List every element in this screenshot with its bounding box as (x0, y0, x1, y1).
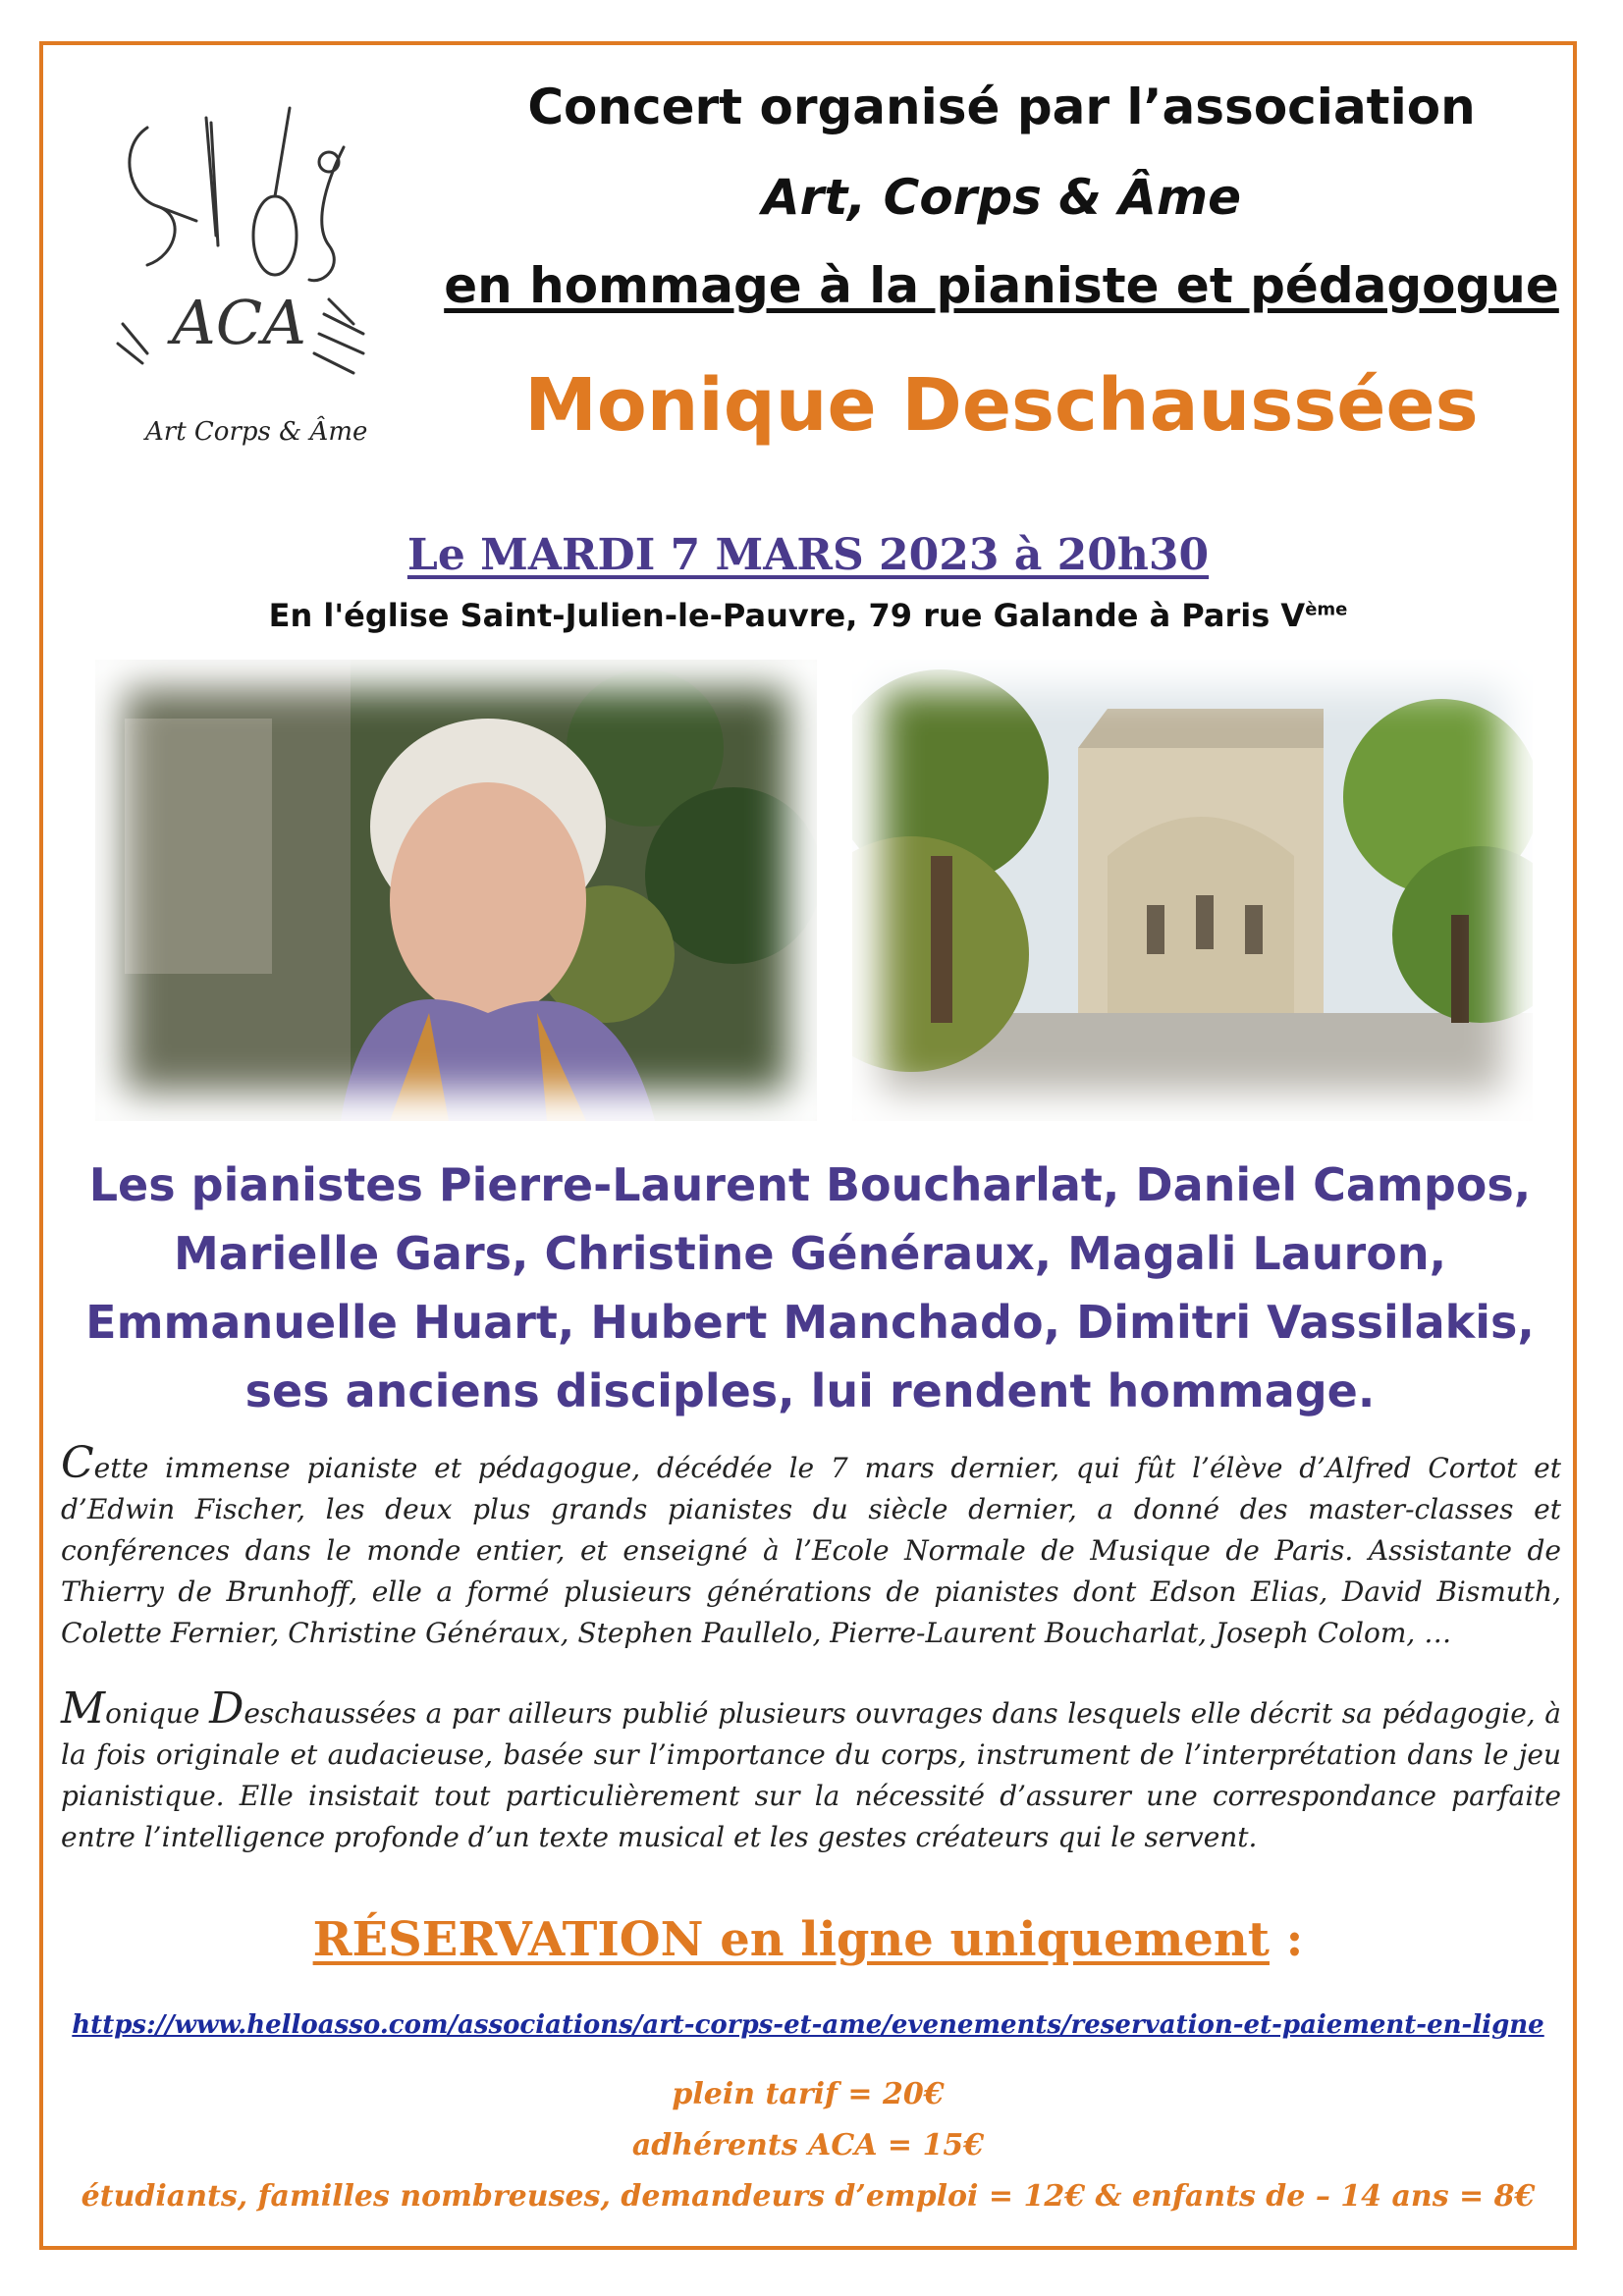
bio-paragraph-2 (61, 1683, 1561, 1858)
paragraph-text: ette immense pianiste et pédagogue, décédée le 7 mars dernier, qui fût l’élève d’Alfred Cortot et d’Edwin Fischer, les deux plus grands pianistes du siècle dernier, a donné des master-classes et conférences dans le monde entier, et enseigné à l’Ecole Normale de Musique de Paris. Assistante de Thierry de Brunhoff, elle a formé plusieurs générations de pianistes dont Edson Elias, David Bismuth, Colette Fernier, Christine Généraux, Stephen Paullelo, Pierre-Laurent Boucharlat, Joseph Colom, … (61, 1452, 1561, 1649)
bio-paragraph-1 (61, 1438, 1561, 1654)
performers-line: Emmanuelle Huart, Hubert Manchado, Dimitri Vassilakis, (85, 1296, 1535, 1349)
event-date: Le MARDI 7 MARS 2023 à 20h30 (406, 530, 1210, 580)
venue-superscript: ème (1305, 599, 1348, 620)
price-members: adhérents ACA = 15€ (631, 2128, 985, 2163)
svg-text:ACA: ACA (172, 287, 306, 358)
price-reduced: étudiants, familles nombreuses, demandeurs d’emploi = 12€ & enfants de – 14 ans = 8€ (81, 2179, 1536, 2214)
venue-text: En l'église Saint-Julien-le-Pauvre, 79 rue Galande à Paris V (268, 597, 1306, 634)
association-name: Art, Corps & Âme (761, 169, 1242, 226)
drop-cap: M (61, 1683, 106, 1734)
price-full: plein tarif = 20€ (672, 2077, 945, 2111)
header-line3: en hommage à la pianiste et pédagogue (444, 257, 1559, 314)
paragraph-text: onique (105, 1697, 210, 1730)
instruments-sketch-icon (88, 88, 412, 471)
performers-list (59, 1150, 1561, 1425)
performers-line: Marielle Gars, Christine Généraux, Magali Lauron, (173, 1227, 1447, 1280)
drop-cap: C (61, 1438, 94, 1488)
header-line1: Concert organisé par l’association (527, 79, 1476, 135)
paragraph-text: eschaussées a par ailleurs publié plusieurs ouvrages dans lesquels elle décrit sa pédagogie, à la fois originale et audacieuse, basée sur l’importance du corps, instrument de l’interprétation dans le jeu pianistique. Elle insistait tout particulièrement sur la nécessité d’assurer une correspondance parfaite entre l’intelligence profonde d’un texte musical et les gestes créateurs qui le servent. (61, 1697, 1561, 1853)
portrait-photo (95, 660, 817, 1121)
reservation-title (39, 1912, 1577, 1967)
aca-logo (88, 88, 412, 471)
performers-line: ses anciens disciples, lui rendent hommage. (244, 1364, 1376, 1417)
reservation-link[interactable]: https://www.helloasso.com/associations/art-corps-et-ame/evenements/reservation-et-paiement-en-ligne (72, 2010, 1544, 2040)
logo-caption: Art Corps & Âme (145, 417, 368, 447)
church-photo (852, 660, 1533, 1121)
performers-line: Les pianistes Pierre-Laurent Boucharlat, Daniel Campos, (88, 1158, 1532, 1211)
event-venue (39, 597, 1577, 634)
drop-cap: D (209, 1683, 244, 1734)
reservation-colon: : (1269, 1912, 1304, 1967)
reservation-heading: RÉSERVATION en ligne uniquement (312, 1912, 1270, 1967)
honoree-name: Monique Deschaussées (524, 363, 1479, 448)
